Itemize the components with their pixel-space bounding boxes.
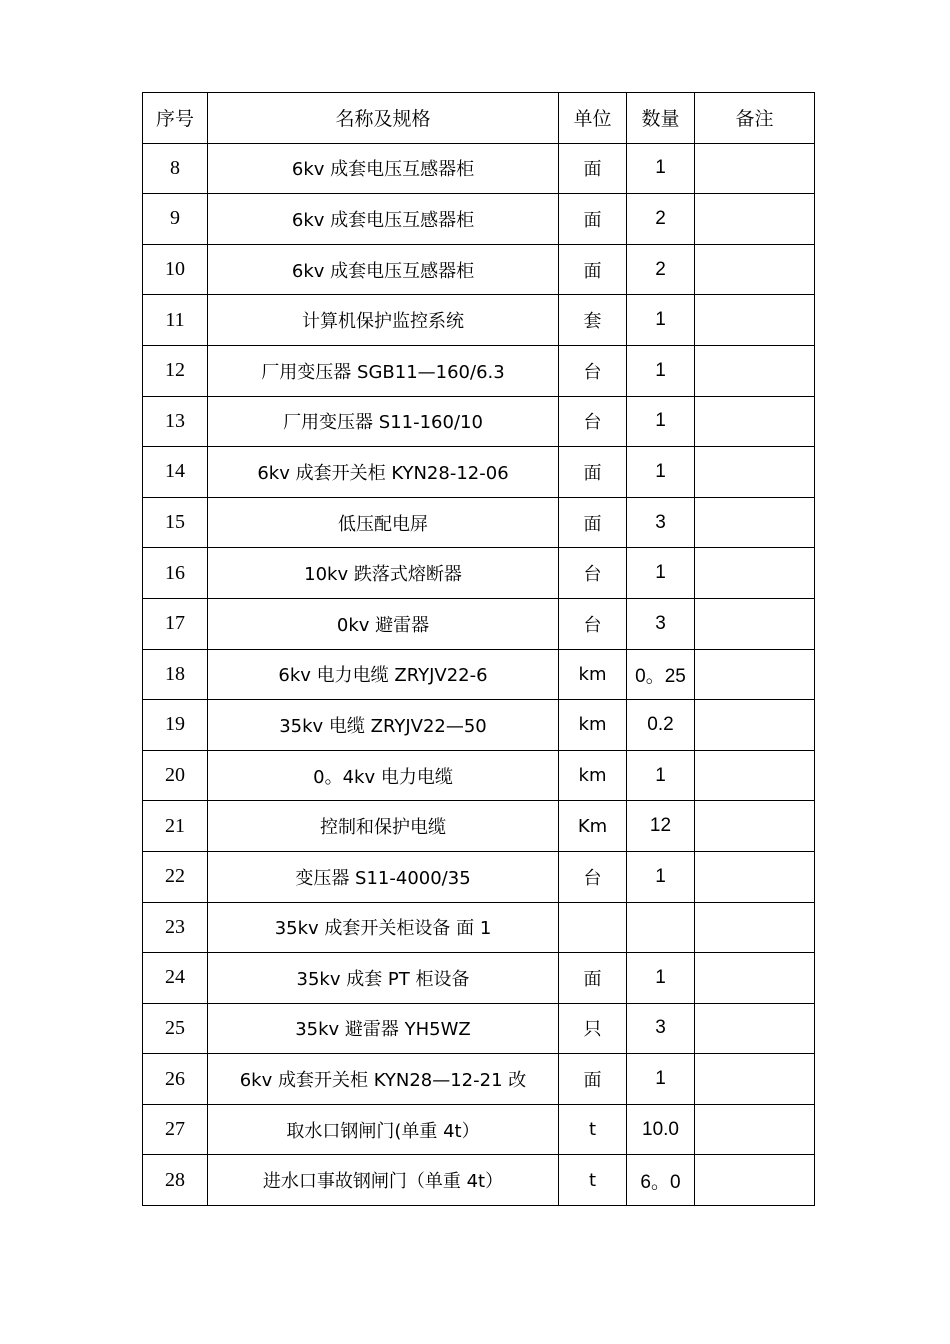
table-row [143,649,815,700]
row-name-spec: 厂用变压器 SGB11—160/6.3 [208,345,559,396]
row-name-spec: 进水口事故钢闸门（单重 4t） [208,1155,559,1206]
row-remarks [695,345,815,396]
row-unit: km [559,649,627,700]
row-name-spec: 取水口钢闸门(单重 4t） [208,1104,559,1155]
row-quantity: 2 [627,194,695,245]
row-remarks [695,700,815,751]
row-unit: t [559,1155,627,1206]
row-index: 13 [143,396,208,447]
row-name-spec: 0kv 避雷器 [208,598,559,649]
row-name-spec: 6kv 成套开关柜 KYN28—12-21 改 [208,1054,559,1105]
row-unit: 面 [559,244,627,295]
row-remarks [695,143,815,194]
row-index: 12 [143,345,208,396]
row-quantity: 2 [627,244,695,295]
header-remarks: 备注 [695,93,815,144]
row-unit: 只 [559,1003,627,1054]
equipment-table [142,92,815,1206]
row-index: 17 [143,598,208,649]
header-name-spec: 名称及规格 [208,93,559,144]
row-name-spec: 6kv 成套电压互感器柜 [208,143,559,194]
row-unit: t [559,1104,627,1155]
row-remarks [695,851,815,902]
row-quantity: 12 [627,801,695,852]
table-row [143,447,815,498]
table-row [143,1054,815,1105]
row-index: 16 [143,548,208,599]
row-unit: 面 [559,143,627,194]
row-unit: 台 [559,396,627,447]
row-remarks [695,1054,815,1105]
row-name-spec: 0。4kv 电力电缆 [208,750,559,801]
row-index: 8 [143,143,208,194]
row-quantity: 3 [627,598,695,649]
row-index: 25 [143,1003,208,1054]
table-row [143,851,815,902]
table-row [143,902,815,953]
row-remarks [695,649,815,700]
row-index: 11 [143,295,208,346]
row-unit: 面 [559,194,627,245]
row-index: 15 [143,497,208,548]
row-unit: 面 [559,497,627,548]
row-quantity: 0.2 [627,700,695,751]
row-index: 21 [143,801,208,852]
table-row [143,497,815,548]
row-name-spec: 35kv 避雷器 YH5WZ [208,1003,559,1054]
row-name-spec: 厂用变压器 S11-160/10 [208,396,559,447]
row-name-spec: 低压配电屏 [208,497,559,548]
row-remarks [695,396,815,447]
row-name-spec: 计算机保护监控系统 [208,295,559,346]
row-index: 24 [143,953,208,1004]
row-index: 28 [143,1155,208,1206]
row-index: 10 [143,244,208,295]
row-unit: 台 [559,345,627,396]
row-remarks [695,801,815,852]
row-name-spec: 35kv 电缆 ZRYJV22—50 [208,700,559,751]
row-index: 19 [143,700,208,751]
row-unit: 面 [559,953,627,1004]
row-quantity: 1 [627,447,695,498]
row-unit: 面 [559,1054,627,1105]
row-quantity: 1 [627,396,695,447]
row-index: 14 [143,447,208,498]
row-unit [559,902,627,953]
row-quantity: 6。0 [627,1155,695,1206]
row-name-spec: 35kv 成套开关柜设备 面 1 [208,902,559,953]
table-header-row [143,93,815,144]
table-row [143,345,815,396]
table-row [143,700,815,751]
header-unit: 单位 [559,93,627,144]
table-row [143,1003,815,1054]
table-row [143,548,815,599]
table-row [143,1104,815,1155]
table-row [143,396,815,447]
row-index: 18 [143,649,208,700]
table-row [143,244,815,295]
row-index: 26 [143,1054,208,1105]
row-unit: 台 [559,598,627,649]
row-remarks [695,1003,815,1054]
row-name-spec: 6kv 成套电压互感器柜 [208,194,559,245]
row-index: 9 [143,194,208,245]
table-row [143,750,815,801]
table-row [143,801,815,852]
row-remarks [695,1155,815,1206]
row-quantity: 1 [627,1054,695,1105]
row-remarks [695,598,815,649]
row-unit: Km [559,801,627,852]
row-quantity: 1 [627,143,695,194]
row-unit: km [559,750,627,801]
row-name-spec: 6kv 电力电缆 ZRYJV22-6 [208,649,559,700]
row-quantity: 1 [627,750,695,801]
row-quantity: 1 [627,295,695,346]
row-unit: km [559,700,627,751]
row-quantity [627,902,695,953]
row-unit: 套 [559,295,627,346]
row-name-spec: 控制和保护电缆 [208,801,559,852]
table-row [143,194,815,245]
row-unit: 台 [559,851,627,902]
row-name-spec: 6kv 成套电压互感器柜 [208,244,559,295]
row-name-spec: 10kv 跌落式熔断器 [208,548,559,599]
header-quantity: 数量 [627,93,695,144]
table-row [143,953,815,1004]
row-remarks [695,447,815,498]
row-remarks [695,902,815,953]
row-unit: 台 [559,548,627,599]
row-quantity: 3 [627,497,695,548]
table-row [143,598,815,649]
row-quantity: 1 [627,548,695,599]
table-row [143,1155,815,1206]
row-quantity: 3 [627,1003,695,1054]
row-remarks [695,497,815,548]
equipment-table-sheet [142,92,815,1206]
row-remarks [695,194,815,245]
row-unit: 面 [559,447,627,498]
row-quantity: 10.0 [627,1104,695,1155]
row-index: 27 [143,1104,208,1155]
row-remarks [695,750,815,801]
row-remarks [695,295,815,346]
row-remarks [695,548,815,599]
row-name-spec: 变压器 S11-4000/35 [208,851,559,902]
row-index: 23 [143,902,208,953]
row-remarks [695,1104,815,1155]
row-quantity: 1 [627,345,695,396]
row-name-spec: 35kv 成套 PT 柜设备 [208,953,559,1004]
row-quantity: 1 [627,851,695,902]
row-quantity: 1 [627,953,695,1004]
row-remarks [695,953,815,1004]
row-remarks [695,244,815,295]
table-row [143,143,815,194]
row-quantity: 0。25 [627,649,695,700]
row-name-spec: 6kv 成套开关柜 KYN28-12-06 [208,447,559,498]
header-index: 序号 [143,93,208,144]
table-row [143,295,815,346]
row-index: 22 [143,851,208,902]
row-index: 20 [143,750,208,801]
